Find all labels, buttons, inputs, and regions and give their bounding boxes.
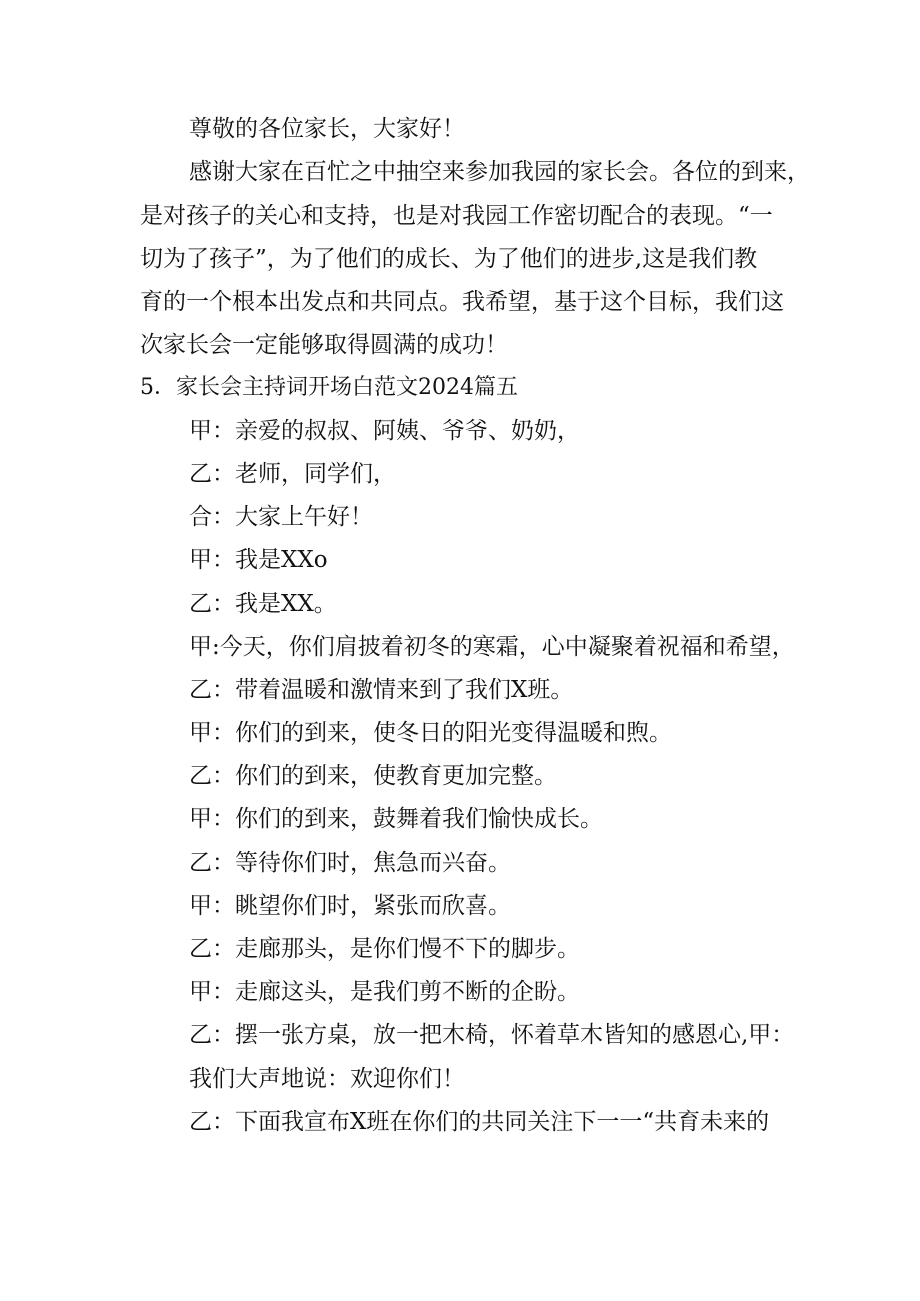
dialogue-line: 甲：走廊这头，是我们剪不断的企盼。 — [189, 979, 580, 1005]
intro-paragraph-line: 是对孩子的关心和支持，也是对我园工作密切配合的表现。“一 — [140, 203, 773, 229]
section-heading: 5．家长会主持词开场白范文2024篇五 — [140, 375, 518, 400]
intro-paragraph-line: 感谢大家在百忙之中抽空来参加我园的家长会。各位的到来， — [189, 159, 810, 185]
dialogue-line: 甲：你们的到来，鼓舞着我们愉快成长。 — [189, 806, 603, 832]
dialogue-line: 乙：你们的到来，使教育更加完整。 — [189, 763, 557, 789]
dialogue-line: 乙：等待你们时，焦急而兴奋。 — [189, 850, 511, 876]
dialogue-line: 甲：我是XXo — [189, 547, 328, 573]
dialogue-line: 甲:今天，你们肩披着初冬的寒霜，心中凝聚着祝福和希望， — [189, 634, 795, 660]
dialogue-line: 我们大声地说：欢迎你们！ — [189, 1066, 465, 1092]
intro-paragraph-line: 育的一个根本出发点和共同点。我希望，基于这个目标，我们这 — [140, 289, 784, 315]
dialogue-line: 甲：眺望你们时，紧张而欣喜。 — [189, 893, 511, 919]
dialogue-line: 乙：我是XX。 — [189, 591, 337, 617]
intro-paragraph-line: 切为了孩子”，为了他们的成长、为了他们的进步,这是我们教 — [140, 246, 758, 272]
dialogue-line: 乙：走廊那头，是你们慢不下的脚步。 — [189, 936, 580, 962]
dialogue-line: 甲：你们的到来，使冬日的阳光变得温暖和煦。 — [189, 720, 672, 746]
intro-paragraph-line: 次家长会一定能够取得圆满的成功！ — [140, 332, 508, 358]
dialogue-line: 乙：下面我宣布X班在你们的共同关注下一一“共育未来的 — [189, 1109, 770, 1135]
dialogue-line: 乙：带着温暖和激情来到了我们X班。 — [189, 677, 574, 703]
greeting-line: 尊敬的各位家长，大家好！ — [189, 116, 465, 142]
dialogue-line: 乙：老师，同学们， — [189, 461, 396, 487]
dialogue-line: 乙：摆一张方桌，放一把木椅，怀着草木皆知的感恩心,甲： — [189, 1022, 795, 1048]
dialogue-line: 甲：亲爱的叔叔、阿姨、爷爷、奶奶， — [189, 418, 580, 444]
dialogue-line: 合：大家上午好！ — [189, 504, 373, 530]
